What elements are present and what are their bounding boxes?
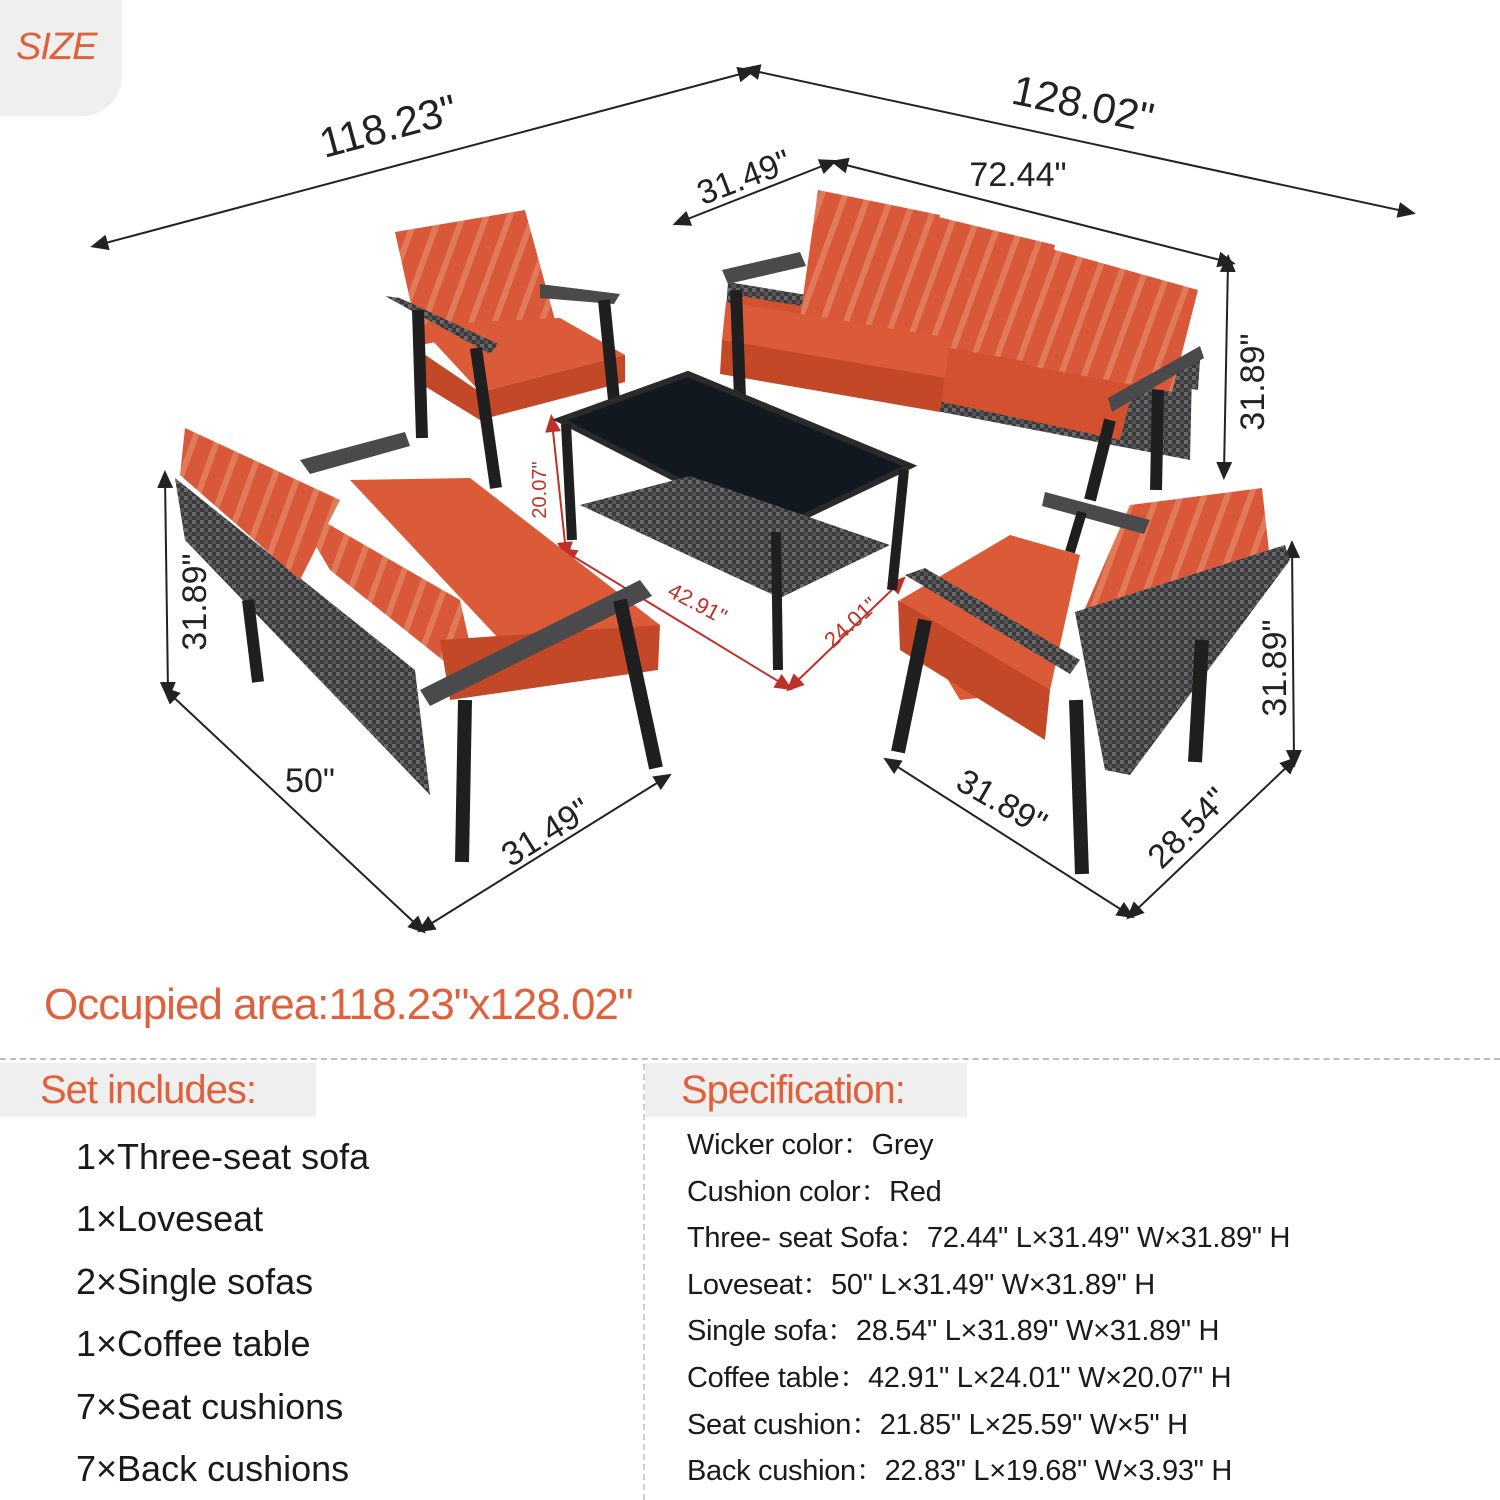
dim-loveseat-length: 50" [285, 762, 335, 800]
spec-item: Coffee table：42.91" L×24.01" W×20.07" H [687, 1361, 1232, 1394]
spec-item: Loveseat：50" L×31.49" W×31.89" H [687, 1268, 1155, 1301]
dim-table-height: 20.07" [529, 461, 551, 519]
specification-heading: Specification: [645, 1063, 967, 1117]
set-includes-heading: Set includes: [0, 1063, 316, 1117]
list-item: 7×Back cushions [76, 1447, 350, 1489]
dim-single-length: 28.54" [1140, 780, 1237, 877]
occupied-area: Occupied area:118.23"x128.02" [44, 980, 633, 1029]
list-item: 1×Three-seat sofa [76, 1136, 370, 1177]
list-item: 7×Seat cushions [76, 1385, 344, 1427]
specification-list [687, 1122, 1290, 1495]
dim-table-length: 42.91" [663, 577, 732, 630]
spec-item: Single sofa：28.54" L×31.89" W×31.89" H [687, 1315, 1220, 1348]
dim-overall-depth: 128.02" [1008, 65, 1159, 142]
list-item: 1×Coffee table [76, 1323, 311, 1365]
single-sofa-back-illustration [385, 210, 625, 488]
spec-item: Seat cushion：21.85" L×25.59" W×5" H [687, 1408, 1188, 1441]
spec-item: Wicker color：Grey [687, 1129, 934, 1161]
spec-item: Three- seat Sofa：72.44" L×31.49" W×31.89" H [687, 1222, 1291, 1255]
dim-overall-width: 118.23" [314, 85, 463, 167]
dim-single-depth: 31.89" [949, 761, 1054, 844]
dim-table-width: 24.01" [819, 592, 883, 653]
loveseat-illustration [175, 428, 660, 862]
dim-sofa-height: 31.89" [1234, 333, 1272, 431]
spec-item: Back cushion：22.83" L×19.68" W×3.93" H [687, 1455, 1233, 1488]
dim-loveseat-depth: 31.49" [494, 790, 598, 875]
spec-item: Cushion color：Red [687, 1175, 942, 1208]
column-divider [643, 1064, 645, 1500]
dim-sofa-depth: 31.49" [691, 142, 797, 213]
section-divider [0, 1058, 1500, 1060]
single-sofa-front-illustration [898, 488, 1290, 877]
dim-sofa-length: 72.44" [969, 156, 1067, 194]
set-includes-list [76, 1126, 369, 1500]
list-item: 1×Loveseat [76, 1198, 264, 1240]
size-badge-label: SIZE [16, 26, 97, 68]
dim-single-height: 31.89" [1256, 619, 1294, 717]
list-item: 2×Single sofas [76, 1260, 314, 1302]
dim-loveseat-height: 31.89" [176, 553, 214, 651]
